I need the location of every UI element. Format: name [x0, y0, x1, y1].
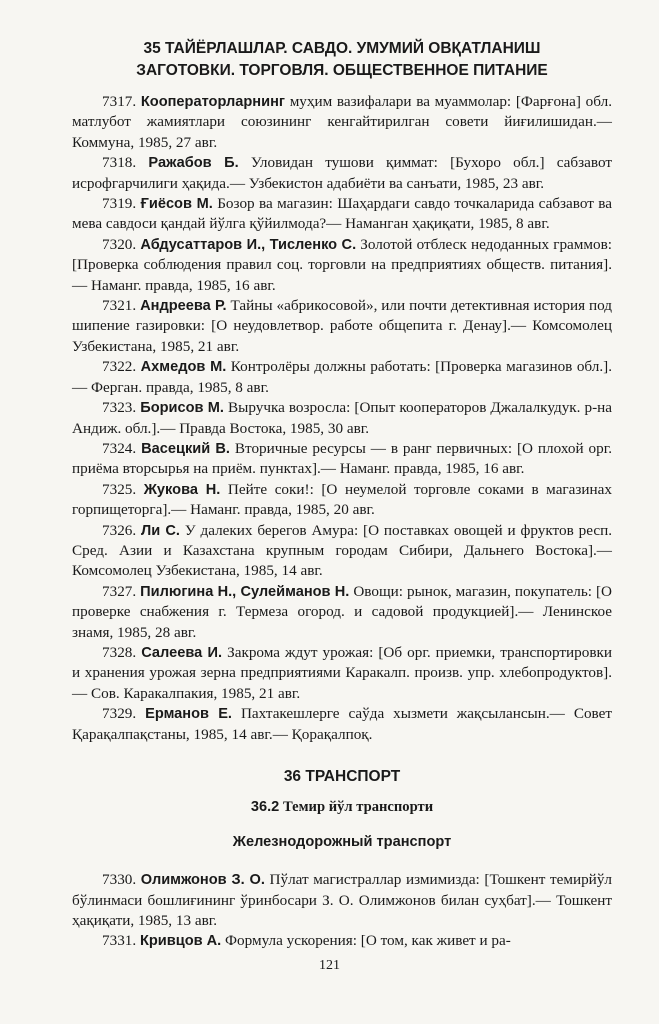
entry-text: Вторичные ресурсы — в ранг первичных: [О плохой орг. приёма вторсырья на приём. пунктах].— Наманг. правда, 1985, 16 авг.	[72, 439, 612, 478]
entry-number: 7328.	[102, 643, 137, 661]
entry-number: 7329.	[102, 705, 137, 723]
bibliography-entry	[72, 357, 612, 398]
bibliography-entry	[72, 521, 612, 582]
bibliography-entry	[72, 398, 612, 439]
entry-text: Бозор ва магазин: Шаҳардаги савдо точкаларида сабзавот ва мева савдоси қандай йўлга қўйилмода?— Наманган ҳақиқати, 1985, 8 авг.	[72, 195, 612, 233]
entry-list	[72, 92, 612, 745]
entry-text: Пейте соки!: [О неумелой торговле соками в магазинах горпищеторга].— Наманг. правда, 1985, 20 авг.	[72, 480, 612, 519]
entry-author: Ли С.	[141, 522, 180, 539]
entry-number: 7318.	[102, 154, 137, 172]
entry-text: Контролёры должны работать: [Проверка магазинов обл.].— Ферган. правда, 1985, 8 авг.	[72, 358, 612, 396]
entry-author: Васецкий В.	[141, 440, 230, 457]
entry-text: Пўлат магистраллар измимизда: [Тошкент темирйўл бўлинмаси бошлиғининг ўринбосари З. О. Олимжонов билан суҳбат].— Тошкент ҳақиқати, 1985, 13 авг.	[72, 871, 612, 930]
entry-number: 7331.	[102, 932, 137, 950]
bibliography-entry	[72, 194, 612, 235]
page-content	[72, 38, 612, 952]
section-title-line-1: 35 ТАЙЁРЛАШЛАР. САВДО. УМУМИЙ ОВҚАТЛАНИШ	[143, 40, 541, 57]
entry-number: 7322.	[102, 358, 137, 376]
subsection-number: 36.2	[250, 799, 280, 816]
entry-number: 7327.	[102, 582, 137, 600]
bibliography-entry	[72, 582, 612, 643]
subsection-title	[72, 797, 612, 817]
entry-number: 7321.	[102, 297, 137, 315]
entry-text: Формула ускорения: [О том, как живет и ра-	[221, 932, 511, 950]
entry-number: 7320.	[102, 235, 137, 253]
entry-text: У далеких берегов Амура: [О поставках овощей и фруктов респ. Сред. Азии и Казахстана крупным городам Сибири, Дальнего Востока].— Комсомолец Узбекистана, 1985, 14 авг.	[72, 521, 612, 580]
entry-text: Выручка возросла: [Опыт кооператоров Джалалкудук. р-на Андиж. обл.].— Правда Востока, 1985, 30 авг.	[72, 399, 613, 437]
bibliography-entry	[72, 153, 612, 194]
entry-author: Абдусаттаров И., Тисленко С.	[140, 236, 357, 253]
bibliography-entry	[72, 704, 612, 745]
bibliography-entry	[72, 870, 612, 931]
page-number: 121	[319, 958, 340, 973]
entry-author: Кооператорларнинг	[140, 94, 285, 110]
entry-number: 7326.	[102, 521, 137, 539]
entry-text: муҳим вазифалари ва муаммолар: [Фарғона] обл. матлубот жамиятлари союзининг кенгайтирилган совети йиғилишидан.— Коммуна, 1985, 27 авг.	[72, 93, 612, 151]
entry-number: 7325.	[102, 480, 137, 498]
entry-text: Тайны «абрикосовой», или почти детективная история под шипение газировки: [О неудовлетвор. работе общепита г. Денау].— Комсомолец Узбекистана, 1985, 21 авг.	[72, 297, 613, 355]
bibliography-entry	[72, 480, 612, 521]
entry-text: Пахтакешлерге саўда хызмети жақсылансын.— Совет Қарақалпақстаны, 1985, 14 авг.— Қорақалпоқ.	[72, 705, 613, 743]
entry-text: Овощи: рынок, магазин, покупатель: [О проверке снабжения г. Термеза огород. и садовой продукцией].— Ленинское знамя, 1985, 28 авг.	[72, 582, 612, 641]
entry-text: Закрома ждут урожая: [Об орг. приемки, транспортировки и хранения урожая зерна предприятиями Каракалп. произв. упр. хлебопродуктов].— Сов. Каракалпакия, 1985, 21 авг.	[72, 643, 612, 702]
entry-author: Борисов М.	[140, 400, 224, 417]
entry-author: Ахмедов М.	[140, 359, 227, 376]
bibliography-entry	[72, 235, 612, 296]
bibliography-entry	[72, 92, 612, 153]
entry-number: 7319.	[102, 195, 137, 213]
section-36-title: 36 ТРАНСПОРТ	[283, 768, 401, 785]
entry-author: Андреева Р.	[140, 298, 227, 315]
entry-author: Олимжонов З. О.	[140, 872, 265, 889]
entry-author: Ерманов Е.	[145, 706, 232, 723]
entry-list-36	[72, 870, 612, 952]
bibliography-entry	[72, 296, 612, 357]
entry-number: 7317.	[102, 93, 137, 110]
entry-number: 7330.	[102, 871, 137, 889]
entry-number: 7324.	[102, 439, 137, 457]
subsection-title-text: Темир йўл транспорти	[279, 799, 434, 816]
entry-author: Кривцов А.	[139, 933, 222, 950]
entry-author: Ғиёсов М.	[140, 196, 213, 213]
entry-author: Салеева И.	[141, 644, 223, 661]
bibliography-entry	[72, 931, 612, 951]
bibliography-entry	[72, 439, 612, 480]
subsection-title-ru: Железнодорожный транспорт	[232, 833, 452, 850]
entry-text: Уловидан тушови қиммат: [Бухоро обл.] сабзавот исрофгарчилиги ҳақида.— Узбекистон адабиёти ва санъати, 1985, 23 авг.	[72, 154, 612, 192]
bibliography-entry	[72, 643, 612, 704]
entry-author: Пилюгина Н., Сулейманов Н.	[140, 583, 350, 600]
entry-author: Жукова Н.	[143, 481, 221, 498]
section-title-line-2: ЗАГОТОВКИ. ТОРГОВЛЯ. ОБЩЕСТВЕННОЕ ПИТАНИЕ	[136, 62, 548, 79]
entry-author: Ражабов Б.	[148, 155, 239, 172]
section-title	[72, 38, 612, 82]
entry-number: 7323.	[102, 399, 137, 417]
entry-text: Золотой отблеск недоданных граммов: [Проверка соблюдения правил соц. торговли на предприятиях обществ. питания].— Наманг. правда, 1985, 16 авг.	[72, 235, 612, 294]
